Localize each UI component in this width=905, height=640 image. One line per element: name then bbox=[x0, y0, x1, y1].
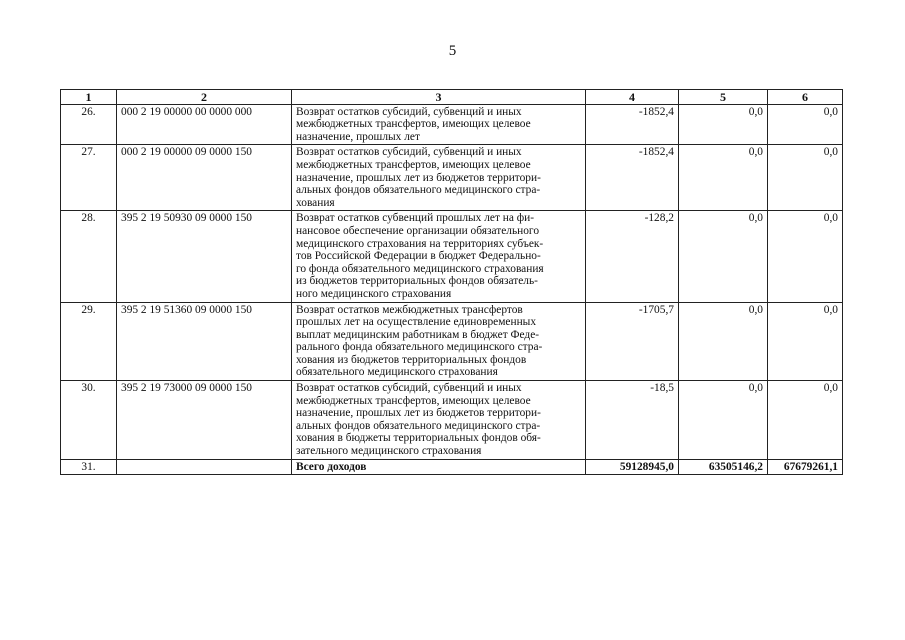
total-row bbox=[61, 459, 843, 475]
column-header: 2 bbox=[117, 90, 292, 105]
description-line: Возврат остатков субсидий, субвенций и иных bbox=[296, 105, 522, 118]
value-col-5: 0,0 bbox=[679, 302, 768, 381]
revenue-table bbox=[60, 89, 843, 475]
column-header: 6 bbox=[768, 90, 843, 105]
row-number: 29. bbox=[61, 302, 117, 381]
description-line: нансовое обеспечение организации обязательного bbox=[296, 224, 540, 237]
row-number: 27. bbox=[61, 145, 117, 211]
description-line: зательного медицинского страхования bbox=[296, 445, 482, 458]
value-col-6: 0,0 bbox=[768, 145, 843, 211]
description-line: межбюджетных трансфертов, имеющих целевое bbox=[296, 394, 531, 407]
description-line: из бюджетов территориальных фондов обязатель- bbox=[296, 275, 538, 288]
value-col-5: 0,0 bbox=[679, 104, 768, 145]
description-line: рального фонда обязательного медицинского стра- bbox=[296, 341, 543, 354]
column-header: 1 bbox=[61, 90, 117, 105]
description-line: хования bbox=[296, 196, 335, 209]
table-row bbox=[61, 104, 843, 145]
description-line: альных фондов обязательного медицинского стра- bbox=[296, 184, 541, 197]
budget-code: 000 2 19 00000 09 0000 150 bbox=[117, 145, 292, 211]
description-line: хования из бюджетов территориальных фондов bbox=[296, 353, 527, 366]
value-col-4: -1852,4 bbox=[586, 104, 679, 145]
description-line: прошлых лет на осуществление единовременных bbox=[296, 316, 537, 329]
description-line: назначение, прошлых лет bbox=[296, 130, 420, 143]
budget-code bbox=[117, 459, 292, 475]
description-line: выплат медицинским работникам в бюджет Феде- bbox=[296, 328, 540, 341]
description-line: обязательного медицинского страхования bbox=[296, 366, 498, 379]
description-line: ного медицинского страхования bbox=[296, 287, 452, 300]
value-col-6: 0,0 bbox=[768, 211, 843, 302]
row-description bbox=[292, 104, 586, 145]
table-row bbox=[61, 381, 843, 460]
value-col-6: 0,0 bbox=[768, 104, 843, 145]
row-description bbox=[292, 381, 586, 460]
description-line: го фонда обязательного медицинского страхования bbox=[296, 262, 544, 275]
value-col-4: -18,5 bbox=[586, 381, 679, 460]
total-value-col-5: 63505146,2 bbox=[679, 459, 768, 475]
budget-code: 395 2 19 73000 09 0000 150 bbox=[117, 381, 292, 460]
column-header: 5 bbox=[679, 90, 768, 105]
value-col-4: -1705,7 bbox=[586, 302, 679, 381]
budget-code: 395 2 19 51360 09 0000 150 bbox=[117, 302, 292, 381]
table-row bbox=[61, 145, 843, 211]
row-number: 30. bbox=[61, 381, 117, 460]
budget-code: 395 2 19 50930 09 0000 150 bbox=[117, 211, 292, 302]
description-line: межбюджетных трансфертов, имеющих целевое bbox=[296, 118, 531, 131]
budget-code: 000 2 19 00000 00 0000 000 bbox=[117, 104, 292, 145]
total-label: Всего доходов bbox=[292, 459, 586, 475]
description-line: межбюджетных трансфертов, имеющих целевое bbox=[296, 158, 531, 171]
description-line: назначение, прошлых лет из бюджетов территори- bbox=[296, 171, 541, 184]
row-description bbox=[292, 211, 586, 302]
description-line: хования в бюджеты территориальных фондов обя- bbox=[296, 432, 541, 445]
table-row bbox=[61, 211, 843, 302]
description-line: медицинского страхования на территориях субъек- bbox=[296, 237, 544, 250]
row-number: 26. bbox=[61, 104, 117, 145]
table-row bbox=[61, 302, 843, 381]
value-col-6: 0,0 bbox=[768, 381, 843, 460]
row-number: 31. bbox=[61, 459, 117, 475]
description-line: Возврат остатков субсидий, субвенций и иных bbox=[296, 382, 522, 395]
value-col-4: -128,2 bbox=[586, 211, 679, 302]
description-line: тов Российской Федерации в бюджет Федерально- bbox=[296, 250, 541, 263]
value-col-5: 0,0 bbox=[679, 381, 768, 460]
row-description bbox=[292, 145, 586, 211]
column-header: 3 bbox=[292, 90, 586, 105]
row-number: 28. bbox=[61, 211, 117, 302]
description-line: Возврат остатков межбюджетных трансфертов bbox=[296, 303, 523, 316]
page-number: 5 bbox=[448, 43, 457, 59]
value-col-5: 0,0 bbox=[679, 145, 768, 211]
description-line: назначение, прошлых лет из бюджетов территори- bbox=[296, 407, 541, 420]
description-line: Возврат остатков субвенций прошлых лет на фи- bbox=[296, 212, 535, 225]
total-value-col-6: 67679261,1 bbox=[768, 459, 843, 475]
column-header: 4 bbox=[586, 90, 679, 105]
value-col-6: 0,0 bbox=[768, 302, 843, 381]
value-col-4: -1852,4 bbox=[586, 145, 679, 211]
description-line: альных фондов обязательного медицинского стра- bbox=[296, 419, 541, 432]
description-line: Возврат остатков субсидий, субвенций и иных bbox=[296, 146, 522, 159]
total-value-col-4: 59128945,0 bbox=[586, 459, 679, 475]
row-description bbox=[292, 302, 586, 381]
table-header-row bbox=[61, 90, 843, 105]
value-col-5: 0,0 bbox=[679, 211, 768, 302]
